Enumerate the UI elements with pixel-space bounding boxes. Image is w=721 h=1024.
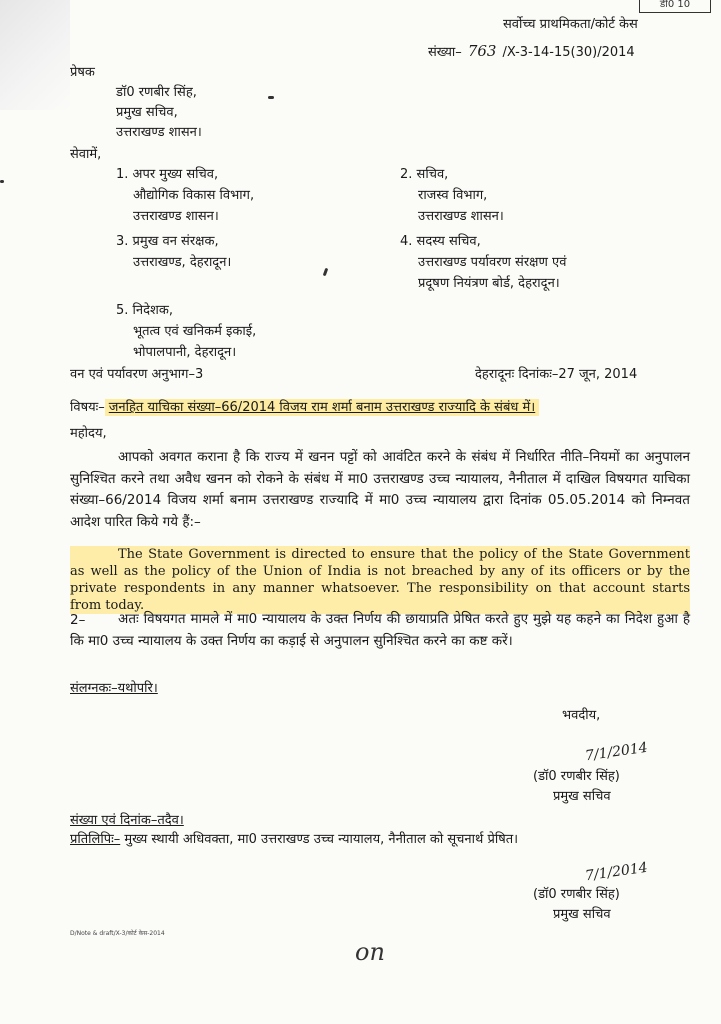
signature-2-name: (डॉ0 रणबीर सिंह) xyxy=(533,887,620,902)
letter-number xyxy=(428,42,635,62)
sender-label: प्रेषक xyxy=(70,65,95,80)
recipient-1-line3: उत्तराखण्ड शासन। xyxy=(133,209,219,224)
copy-text: मुख्य स्थायी अधिवक्ता, मा0 उत्तराखण्ड उच्च न्यायालय, नैनीताल को सूचनार्थ प्रेषित। xyxy=(124,832,519,847)
paragraph-2-number: 2– xyxy=(70,612,86,628)
paragraph-1: आपको अवगत कराना है कि राज्य में खनन पट्टों को आवंटित करने के संबंध में निर्धारित नीति–नियमों का अनुपालन सुनिश्चित करने तथा अवैध खनन को रोकने के संबंध में मा0 उत्तराखण्ड उच्च न्यायालय, नैनीताल में दाखिल विषयगत याचिका संख्या–66/2014 विजय शर्मा बनाम उत्तराखण्ड राज्यादि में मा0 उच्च न्यायालय द्वारा दिनांक 05.05.2014 को निम्नवत आदेश पारित किये गये हैं:– xyxy=(70,449,690,530)
recipient-5-line3: भोपालपानी, देहरादून। xyxy=(133,345,237,360)
recipient-4-line2: उत्तराखण्ड पर्यावरण संरक्षण एवं xyxy=(418,255,567,270)
ink-mark: on xyxy=(355,938,385,966)
scan-mark xyxy=(268,96,274,99)
copy-line xyxy=(70,831,518,849)
top-stamp: डी0 10 xyxy=(639,0,711,13)
scan-mark xyxy=(323,268,329,277)
footer-reference: D/Note & draft/X-3/कोर्ट केस-2014 xyxy=(70,930,165,937)
recipient-2-line1: 2. सचिव, xyxy=(400,167,449,182)
recipient-3-line1: 3. प्रमुख वन संरक्षक, xyxy=(116,234,219,249)
signature-1-designation: प्रमुख सचिव xyxy=(553,789,611,804)
letter-number-handwritten: 763 xyxy=(467,42,497,60)
signature-2-handwritten: 7/1/2014 xyxy=(584,859,649,885)
salutation: महोदय, xyxy=(70,426,107,441)
paragraph-2: अतः विषयगत मामले में मा0 न्यायालय के उक्त निर्णय की छायाप्रति प्रेषित करते हुए मुझे यह कहने का निदेश हुआ है कि मा0 उच्च न्यायालय के उक्त निर्णय का कड़ाई से अनुपालन सुनिश्चित करने का कष्ट करें। xyxy=(70,611,690,649)
recipient-5-line1: 5. निदेशक, xyxy=(116,303,173,318)
letter-number-rest: /X-3-14-15(30)/2014 xyxy=(502,45,635,60)
enclosure: संलग्नकः–यथोपरि। xyxy=(70,681,158,696)
recipient-1-line1: 1. अपर मुख्य सचिव, xyxy=(116,167,219,182)
signature-1-name: (डॉ0 रणबीर सिंह) xyxy=(533,769,620,784)
page-fold-shadow xyxy=(0,0,70,110)
section-name: वन एवं पर्यावरण अनुभाग–3 xyxy=(70,367,204,382)
recipient-2-line3: उत्तराखण्ड शासन। xyxy=(418,209,504,224)
recipient-3-line2: उत्तराखण्ड, देहरादून। xyxy=(133,255,232,270)
subject-line xyxy=(70,399,539,417)
subject-text: जनहित याचिका संख्या–66/2014 विजय राम शर्मा बनाम उत्तराखण्ड राज्यादि के संबंध में। xyxy=(105,399,539,416)
court-order-quote: The State Government is directed to ensure that the policy of the State Government as well as the policy of the Union of India is not breached by any of its officers or by the private respondents in any manner whatsoever. The responsibility on that account starts from today. xyxy=(70,547,690,613)
recipient-2-line2: राजस्व विभाग, xyxy=(418,188,488,203)
signature-1-handwritten: 7/1/2014 xyxy=(584,739,649,765)
scan-mark xyxy=(0,180,4,183)
letter-number-label: संख्या– xyxy=(428,45,462,60)
recipient-4-line3: प्रदूषण नियंत्रण बोर्ड, देहरादून। xyxy=(418,276,560,291)
recipient-5-line2: भूतत्व एवं खनिकर्म इकाई, xyxy=(133,324,257,339)
closing: भवदीय, xyxy=(562,708,601,723)
signature-2-designation: प्रमुख सचिव xyxy=(553,907,611,922)
copy-label: प्रतिलिपिः– xyxy=(70,832,121,847)
sender-office: उत्तराखण्ड शासन। xyxy=(116,125,202,140)
recipient-1-line2: औद्योगिक विकास विभाग, xyxy=(133,188,255,203)
sender-designation: प्रमुख सचिव, xyxy=(116,105,178,120)
place-date: देहरादूनः दिनांकः–27 जून, 2014 xyxy=(475,367,638,382)
copy-number: संख्या एवं दिनांक–तदैव। xyxy=(70,813,184,828)
recipient-4-line1: 4. सदस्य सचिव, xyxy=(400,234,481,249)
priority-label: सर्वोच्च प्राथमिकता/कोर्ट केस xyxy=(503,17,638,32)
subject-label: विषयः– xyxy=(70,400,105,415)
recipients-label: सेवामें, xyxy=(70,147,102,162)
sender-name: डॉ0 रणबीर सिंह, xyxy=(116,85,197,100)
